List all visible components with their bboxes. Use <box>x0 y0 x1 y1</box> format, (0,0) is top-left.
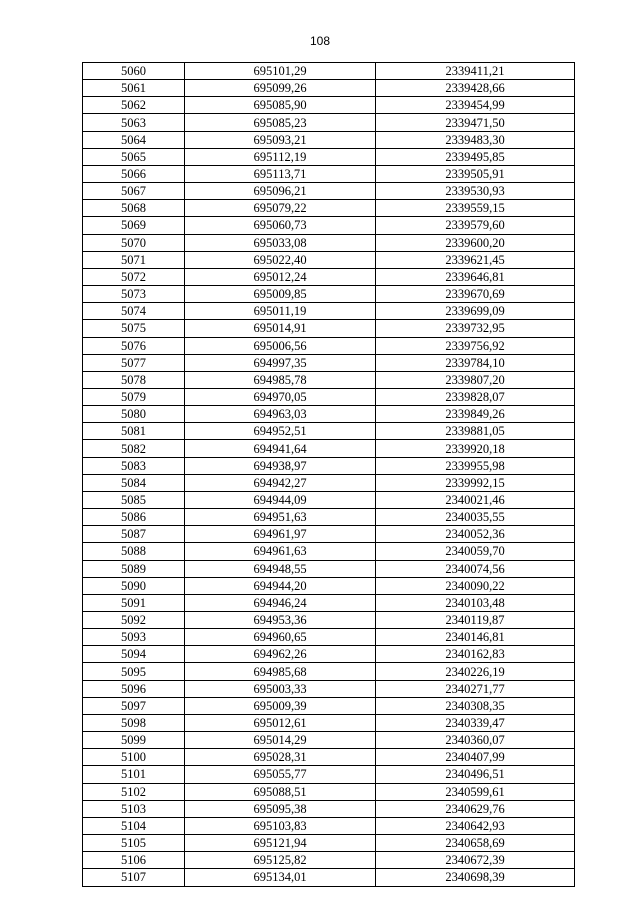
x-coordinate-cell: 695088,51 <box>185 783 376 800</box>
point-number-cell: 5090 <box>83 577 185 594</box>
y-coordinate-cell: 2340672,39 <box>376 852 575 869</box>
table-row <box>83 97 575 114</box>
table-row <box>83 406 575 423</box>
point-number-cell: 5083 <box>83 457 185 474</box>
point-number-cell: 5086 <box>83 509 185 526</box>
point-number-cell: 5101 <box>83 766 185 783</box>
point-number-cell: 5082 <box>83 440 185 457</box>
table-row <box>83 268 575 285</box>
point-number-cell: 5095 <box>83 663 185 680</box>
table-row <box>83 148 575 165</box>
point-number-cell: 5093 <box>83 629 185 646</box>
x-coordinate-cell: 695101,29 <box>185 63 376 80</box>
point-number-cell: 5100 <box>83 749 185 766</box>
x-coordinate-cell: 695085,90 <box>185 97 376 114</box>
y-coordinate-cell: 2340119,87 <box>376 612 575 629</box>
x-coordinate-cell: 695022,40 <box>185 251 376 268</box>
y-coordinate-cell: 2339483,30 <box>376 131 575 148</box>
y-coordinate-cell: 2339992,15 <box>376 474 575 491</box>
x-coordinate-cell: 695060,73 <box>185 217 376 234</box>
x-coordinate-cell: 694941,64 <box>185 440 376 457</box>
x-coordinate-cell: 694997,35 <box>185 354 376 371</box>
table-row <box>83 560 575 577</box>
x-coordinate-cell: 695095,38 <box>185 800 376 817</box>
point-number-cell: 5094 <box>83 646 185 663</box>
point-number-cell: 5096 <box>83 680 185 697</box>
y-coordinate-cell: 2339646,81 <box>376 268 575 285</box>
point-number-cell: 5069 <box>83 217 185 234</box>
x-coordinate-cell: 695033,08 <box>185 234 376 251</box>
table-row <box>83 234 575 251</box>
table-row <box>83 577 575 594</box>
x-coordinate-cell: 694944,09 <box>185 491 376 508</box>
x-coordinate-cell: 695009,39 <box>185 697 376 714</box>
x-coordinate-cell: 695006,56 <box>185 337 376 354</box>
table-row <box>83 183 575 200</box>
x-coordinate-cell: 694948,55 <box>185 560 376 577</box>
table-row <box>83 371 575 388</box>
y-coordinate-cell: 2340360,07 <box>376 732 575 749</box>
point-number-cell: 5098 <box>83 714 185 731</box>
table-row <box>83 114 575 131</box>
y-coordinate-cell: 2340059,70 <box>376 543 575 560</box>
coordinates-table <box>82 62 575 887</box>
point-number-cell: 5087 <box>83 526 185 543</box>
x-coordinate-cell: 694961,63 <box>185 543 376 560</box>
point-number-cell: 5088 <box>83 543 185 560</box>
y-coordinate-cell: 2340407,99 <box>376 749 575 766</box>
table-row <box>83 251 575 268</box>
table-row <box>83 286 575 303</box>
table-row <box>83 612 575 629</box>
y-coordinate-cell: 2339471,50 <box>376 114 575 131</box>
point-number-cell: 5064 <box>83 131 185 148</box>
x-coordinate-cell: 695103,83 <box>185 817 376 834</box>
x-coordinate-cell: 694942,27 <box>185 474 376 491</box>
y-coordinate-cell: 2339670,69 <box>376 286 575 303</box>
point-number-cell: 5076 <box>83 337 185 354</box>
y-coordinate-cell: 2340698,39 <box>376 869 575 886</box>
y-coordinate-cell: 2340496,51 <box>376 766 575 783</box>
x-coordinate-cell: 695113,71 <box>185 165 376 182</box>
page-number: 108 <box>309 34 331 48</box>
x-coordinate-cell: 694946,24 <box>185 594 376 611</box>
y-coordinate-cell: 2339454,99 <box>376 97 575 114</box>
table-row <box>83 509 575 526</box>
y-coordinate-cell: 2339807,20 <box>376 371 575 388</box>
table-row <box>83 200 575 217</box>
point-number-cell: 5107 <box>83 869 185 886</box>
y-coordinate-cell: 2340162,83 <box>376 646 575 663</box>
y-coordinate-cell: 2339828,07 <box>376 388 575 405</box>
table-row <box>83 629 575 646</box>
point-number-cell: 5074 <box>83 303 185 320</box>
point-number-cell: 5085 <box>83 491 185 508</box>
y-coordinate-cell: 2340271,77 <box>376 680 575 697</box>
x-coordinate-cell: 695011,19 <box>185 303 376 320</box>
x-coordinate-cell: 695096,21 <box>185 183 376 200</box>
x-coordinate-cell: 694944,20 <box>185 577 376 594</box>
y-coordinate-cell: 2339621,45 <box>376 251 575 268</box>
x-coordinate-cell: 694963,03 <box>185 406 376 423</box>
table-row <box>83 663 575 680</box>
table-row <box>83 783 575 800</box>
point-number-cell: 5075 <box>83 320 185 337</box>
table-row <box>83 646 575 663</box>
table-row <box>83 217 575 234</box>
y-coordinate-cell: 2339699,09 <box>376 303 575 320</box>
table-row <box>83 320 575 337</box>
point-number-cell: 5089 <box>83 560 185 577</box>
table-row <box>83 800 575 817</box>
y-coordinate-cell: 2339559,15 <box>376 200 575 217</box>
x-coordinate-cell: 695003,33 <box>185 680 376 697</box>
point-number-cell: 5070 <box>83 234 185 251</box>
x-coordinate-cell: 694985,68 <box>185 663 376 680</box>
table-row <box>83 303 575 320</box>
table-row <box>83 732 575 749</box>
x-coordinate-cell: 694960,65 <box>185 629 376 646</box>
x-coordinate-cell: 695093,21 <box>185 131 376 148</box>
y-coordinate-cell: 2339732,95 <box>376 320 575 337</box>
y-coordinate-cell: 2340035,55 <box>376 509 575 526</box>
y-coordinate-cell: 2339428,66 <box>376 80 575 97</box>
point-number-cell: 5067 <box>83 183 185 200</box>
y-coordinate-cell: 2340103,48 <box>376 594 575 611</box>
y-coordinate-cell: 2340146,81 <box>376 629 575 646</box>
y-coordinate-cell: 2339955,98 <box>376 457 575 474</box>
x-coordinate-cell: 695009,85 <box>185 286 376 303</box>
y-coordinate-cell: 2339411,21 <box>376 63 575 80</box>
point-number-cell: 5072 <box>83 268 185 285</box>
table-row <box>83 594 575 611</box>
table-row <box>83 526 575 543</box>
table-row <box>83 817 575 834</box>
x-coordinate-cell: 695085,23 <box>185 114 376 131</box>
table-row <box>83 869 575 886</box>
point-number-cell: 5078 <box>83 371 185 388</box>
x-coordinate-cell: 694962,26 <box>185 646 376 663</box>
point-number-cell: 5061 <box>83 80 185 97</box>
table-row <box>83 697 575 714</box>
point-number-cell: 5104 <box>83 817 185 834</box>
x-coordinate-cell: 695014,29 <box>185 732 376 749</box>
point-number-cell: 5097 <box>83 697 185 714</box>
point-number-cell: 5062 <box>83 97 185 114</box>
x-coordinate-cell: 694970,05 <box>185 388 376 405</box>
table-row <box>83 766 575 783</box>
table-row <box>83 440 575 457</box>
x-coordinate-cell: 695055,77 <box>185 766 376 783</box>
x-coordinate-cell: 695099,26 <box>185 80 376 97</box>
point-number-cell: 5063 <box>83 114 185 131</box>
x-coordinate-cell: 694953,36 <box>185 612 376 629</box>
table-row <box>83 474 575 491</box>
y-coordinate-cell: 2340642,93 <box>376 817 575 834</box>
table-row <box>83 388 575 405</box>
point-number-cell: 5066 <box>83 165 185 182</box>
y-coordinate-cell: 2340599,61 <box>376 783 575 800</box>
x-coordinate-cell: 694985,78 <box>185 371 376 388</box>
x-coordinate-cell: 695012,24 <box>185 268 376 285</box>
point-number-cell: 5065 <box>83 148 185 165</box>
table-row <box>83 543 575 560</box>
y-coordinate-cell: 2340629,76 <box>376 800 575 817</box>
y-coordinate-cell: 2340226,19 <box>376 663 575 680</box>
y-coordinate-cell: 2340052,36 <box>376 526 575 543</box>
table-row <box>83 680 575 697</box>
y-coordinate-cell: 2340074,56 <box>376 560 575 577</box>
y-coordinate-cell: 2339920,18 <box>376 440 575 457</box>
point-number-cell: 5080 <box>83 406 185 423</box>
y-coordinate-cell: 2339784,10 <box>376 354 575 371</box>
table-row <box>83 337 575 354</box>
point-number-cell: 5060 <box>83 63 185 80</box>
y-coordinate-cell: 2339756,92 <box>376 337 575 354</box>
table-row <box>83 714 575 731</box>
point-number-cell: 5103 <box>83 800 185 817</box>
table-row <box>83 165 575 182</box>
x-coordinate-cell: 695079,22 <box>185 200 376 217</box>
x-coordinate-cell: 695134,01 <box>185 869 376 886</box>
x-coordinate-cell: 695121,94 <box>185 835 376 852</box>
table-row <box>83 491 575 508</box>
y-coordinate-cell: 2339505,91 <box>376 165 575 182</box>
y-coordinate-cell: 2339881,05 <box>376 423 575 440</box>
y-coordinate-cell: 2339600,20 <box>376 234 575 251</box>
y-coordinate-cell: 2340090,22 <box>376 577 575 594</box>
table-row <box>83 131 575 148</box>
point-number-cell: 5099 <box>83 732 185 749</box>
table-body <box>83 63 575 887</box>
table-row <box>83 457 575 474</box>
point-number-cell: 5073 <box>83 286 185 303</box>
point-number-cell: 5081 <box>83 423 185 440</box>
point-number-cell: 5079 <box>83 388 185 405</box>
point-number-cell: 5092 <box>83 612 185 629</box>
y-coordinate-cell: 2340658,69 <box>376 835 575 852</box>
y-coordinate-cell: 2340339,47 <box>376 714 575 731</box>
x-coordinate-cell: 694951,63 <box>185 509 376 526</box>
point-number-cell: 5105 <box>83 835 185 852</box>
point-number-cell: 5068 <box>83 200 185 217</box>
point-number-cell: 5077 <box>83 354 185 371</box>
table-row <box>83 63 575 80</box>
table-row <box>83 749 575 766</box>
y-coordinate-cell: 2339530,93 <box>376 183 575 200</box>
y-coordinate-cell: 2340021,46 <box>376 491 575 508</box>
x-coordinate-cell: 694952,51 <box>185 423 376 440</box>
x-coordinate-cell: 695028,31 <box>185 749 376 766</box>
point-number-cell: 5091 <box>83 594 185 611</box>
table-row <box>83 423 575 440</box>
point-number-cell: 5071 <box>83 251 185 268</box>
y-coordinate-cell: 2339495,85 <box>376 148 575 165</box>
y-coordinate-cell: 2339579,60 <box>376 217 575 234</box>
x-coordinate-cell: 694961,97 <box>185 526 376 543</box>
point-number-cell: 5102 <box>83 783 185 800</box>
x-coordinate-cell: 695012,61 <box>185 714 376 731</box>
table-row <box>83 80 575 97</box>
y-coordinate-cell: 2340308,35 <box>376 697 575 714</box>
x-coordinate-cell: 694938,97 <box>185 457 376 474</box>
table-row <box>83 852 575 869</box>
x-coordinate-cell: 695112,19 <box>185 148 376 165</box>
y-coordinate-cell: 2339849,26 <box>376 406 575 423</box>
x-coordinate-cell: 695125,82 <box>185 852 376 869</box>
x-coordinate-cell: 695014,91 <box>185 320 376 337</box>
table-row <box>83 835 575 852</box>
table-row <box>83 354 575 371</box>
point-number-cell: 5084 <box>83 474 185 491</box>
point-number-cell: 5106 <box>83 852 185 869</box>
